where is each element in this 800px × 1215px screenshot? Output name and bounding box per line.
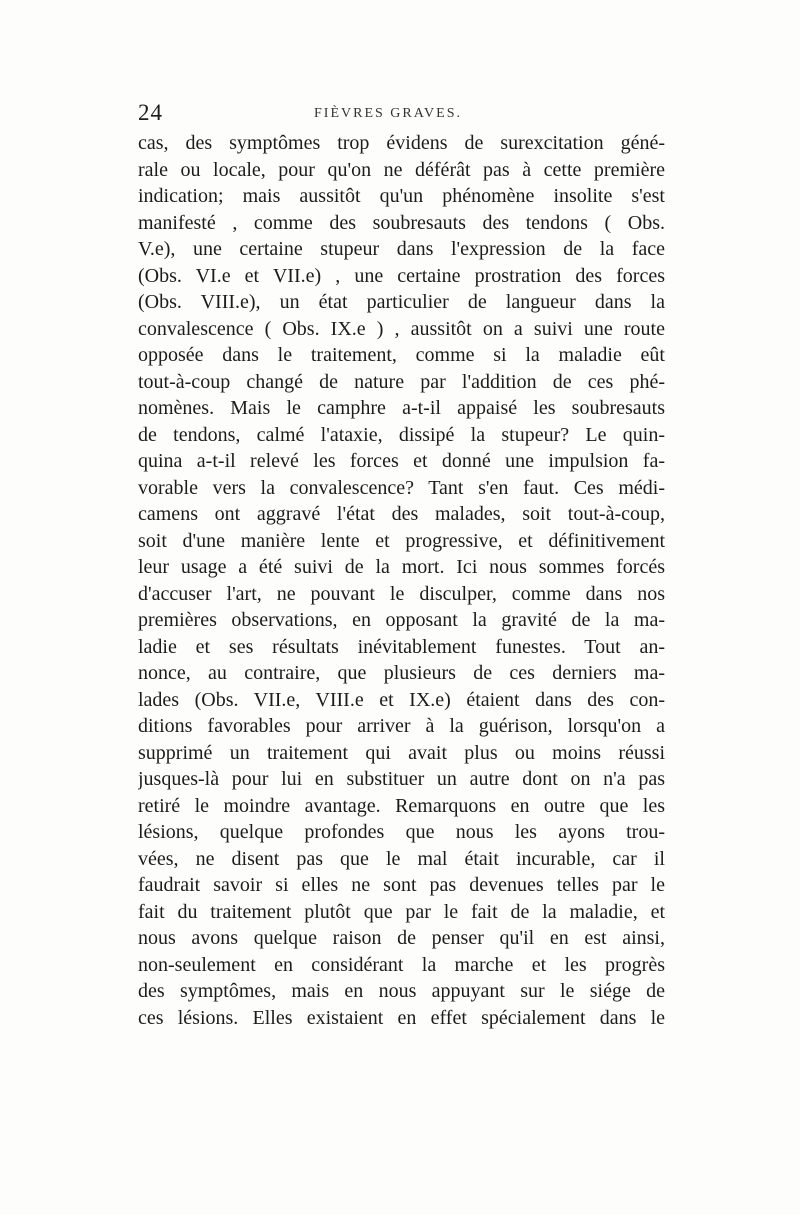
text-line: d'accuser l'art, ne pouvant le disculper, comme dans nos (138, 582, 665, 605)
text-line: supprimé un traitement qui avait plus ou moins réussi (138, 741, 665, 764)
text-line: fait du traitement plutôt que par le fait de la maladie, et (138, 900, 665, 923)
text-line: quina a-t-il relevé les forces et donné une impulsion fa- (138, 450, 665, 472)
running-head: FIÈVRES GRAVES. (314, 106, 462, 121)
text-line: non-seulement en considérant la marche et les progrès (138, 953, 665, 976)
text-line: convalescence ( Obs. IX.e ) , aussitôt on a suivi une route (138, 317, 665, 340)
text-line: lésions, quelque profondes que nous les ayons trou- (138, 821, 665, 843)
text-line: des symptômes, mais en nous appuyant sur le siége de (138, 980, 665, 1002)
text-line: nomènes. Mais le camphre a-t-il appaisé les soubresauts (138, 397, 665, 419)
text-line: faudrait savoir si elles ne sont pas devenues telles par le (138, 874, 665, 896)
text-line: vées, ne disent pas que le mal était incurable, car il (138, 847, 665, 870)
text-line: retiré le moindre avantage. Remarquons en outre que les (138, 794, 665, 817)
text-line: (Obs. VI.e et VII.e) , une certaine prostration des forces (138, 264, 665, 287)
text-line: leur usage a été suivi de la mort. Ici nous sommes forcés (138, 556, 665, 578)
text-line: manifesté , comme des soubresauts des tendons ( Obs. (138, 211, 665, 234)
text-line: ces lésions. Elles existaient en effet spécialement dans le (138, 1006, 665, 1029)
text-line: camens ont aggravé l'état des malades, soit tout-à-coup, (138, 503, 665, 525)
text-line: rale ou locale, pour qu'on ne déférât pas à cette première (138, 158, 665, 181)
text-line: nonce, au contraire, que plusieurs de ces derniers ma- (138, 662, 665, 684)
text-line: V.e), une certaine stupeur dans l'expression de la face (138, 238, 665, 260)
text-line: premières observations, en opposant la gravité de la ma- (138, 609, 665, 631)
text-line: nous avons quelque raison de penser qu'il en est ainsi, (138, 927, 665, 949)
text-line: opposée dans le traitement, comme si la maladie eût (138, 344, 665, 366)
text-line: soit d'une manière lente et progressive, et définitivement (138, 529, 665, 552)
text-line: vorable vers la convalescence? Tant s'en faut. Ces médi- (138, 476, 665, 499)
text-line: (Obs. VIII.e), un état particulier de langueur dans la (138, 291, 665, 313)
text-line: lades (Obs. VII.e, VIII.e et IX.e) étaient dans des con- (138, 688, 665, 711)
text-line: de tendons, calmé l'ataxie, dissipé la stupeur? Le quin- (138, 423, 665, 446)
text-line: ditions favorables pour arriver à la guérison, lorsqu'on a (138, 715, 665, 737)
text-line: cas, des symptômes trop évidens de surexcitation géné- (138, 132, 665, 154)
body-text (138, 130, 665, 1031)
text-line: jusques-là pour lui en substituer un autre dont on n'a pas (138, 768, 665, 790)
text-line: tout-à-coup changé de nature par l'addition de ces phé- (138, 370, 665, 393)
page-header (138, 100, 668, 130)
page-number: 24 (138, 100, 163, 125)
text-line: ladie et ses résultats inévitablement funestes. Tout an- (138, 635, 665, 658)
text-line: indication; mais aussitôt qu'un phénomène insolite s'est (138, 185, 665, 207)
